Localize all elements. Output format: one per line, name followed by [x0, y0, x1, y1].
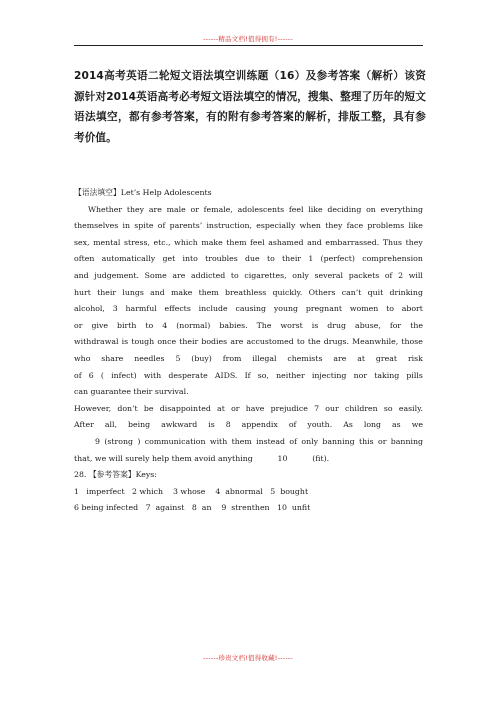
header-rule — [74, 45, 423, 46]
page-footer: ------珍贵文档!值得收藏!------ — [203, 654, 293, 662]
passage-line: After all, being awkward is 8 appendix of youth. As long as we — [74, 420, 423, 430]
passage-line: Whether they are male or female, adolescents feel like deciding on everything — [88, 204, 423, 214]
passage-line: alcohol, 3 harmful effects include causing young pregnant women to abort — [74, 304, 423, 314]
passage-line: hurt their lungs and make them breathless quickly. Others can’t quit drinking — [74, 287, 423, 297]
answers-line-2: 6 being infected 7 against 8 an 9 strenthen 10 unfit — [74, 503, 311, 513]
answers-label: 28. 【参考答案】Keys: — [74, 470, 157, 480]
passage-line: However, don’t be disappointed at or have prejudice 7 our children so easily. — [74, 403, 423, 413]
passage-line: themselves in spite of parents’ instruction, especially when they face problems like — [74, 221, 423, 231]
passage-line: who share needles 5 (buy) from illegal chemists are at great risk — [74, 353, 423, 363]
passage-line: can guarantee their survival. — [74, 387, 189, 397]
passage-line: sex, mental stress, etc., which make them feel ashamed and embarrassed. Thus they — [74, 237, 423, 247]
passage-line: 9 (strong ) communication with them instead of only banning this or banning — [95, 436, 423, 446]
passage-line: of 6 ( infect) with desperate AIDS. If so, neither injecting nor taking pills — [74, 370, 423, 380]
document-title: 2014高考英语二轮短文语法填空训练题（16）及参考答案（解析）该资源针对2014英语高考必考短文语法填空的情况，搜集、整理了历年的短文语法填空，都有参考答案，有的附有参考答案的解析，排版工整，具有参考价值。 — [74, 70, 426, 144]
passage-line: that, we will surely help them avoid anything 10 (fit). — [74, 453, 330, 463]
passage-line: and judgement. Some are addicted to cigarettes, only several packets of 2 will — [74, 270, 423, 280]
passage-body — [74, 202, 423, 468]
page-header: ------精品文档!值得拥有!------ — [203, 35, 293, 43]
passage — [74, 185, 423, 517]
passage-line: withdrawal is tough once their bodies are accustomed to the drugs. Meanwhile, those — [74, 337, 423, 347]
passage-line: or give birth to 4 (normal) babies. The worst is drug abuse, for the — [74, 320, 423, 330]
passage-line: often automatically get into troubles due to their 1 (perfect) comprehension — [74, 254, 423, 264]
passage-heading: 【语法填空】Let’s Help Adolescents — [74, 188, 212, 197]
answers-line-1: 1 imperfect 2 which 3 whose 4 abnormal 5 bought — [74, 486, 309, 496]
